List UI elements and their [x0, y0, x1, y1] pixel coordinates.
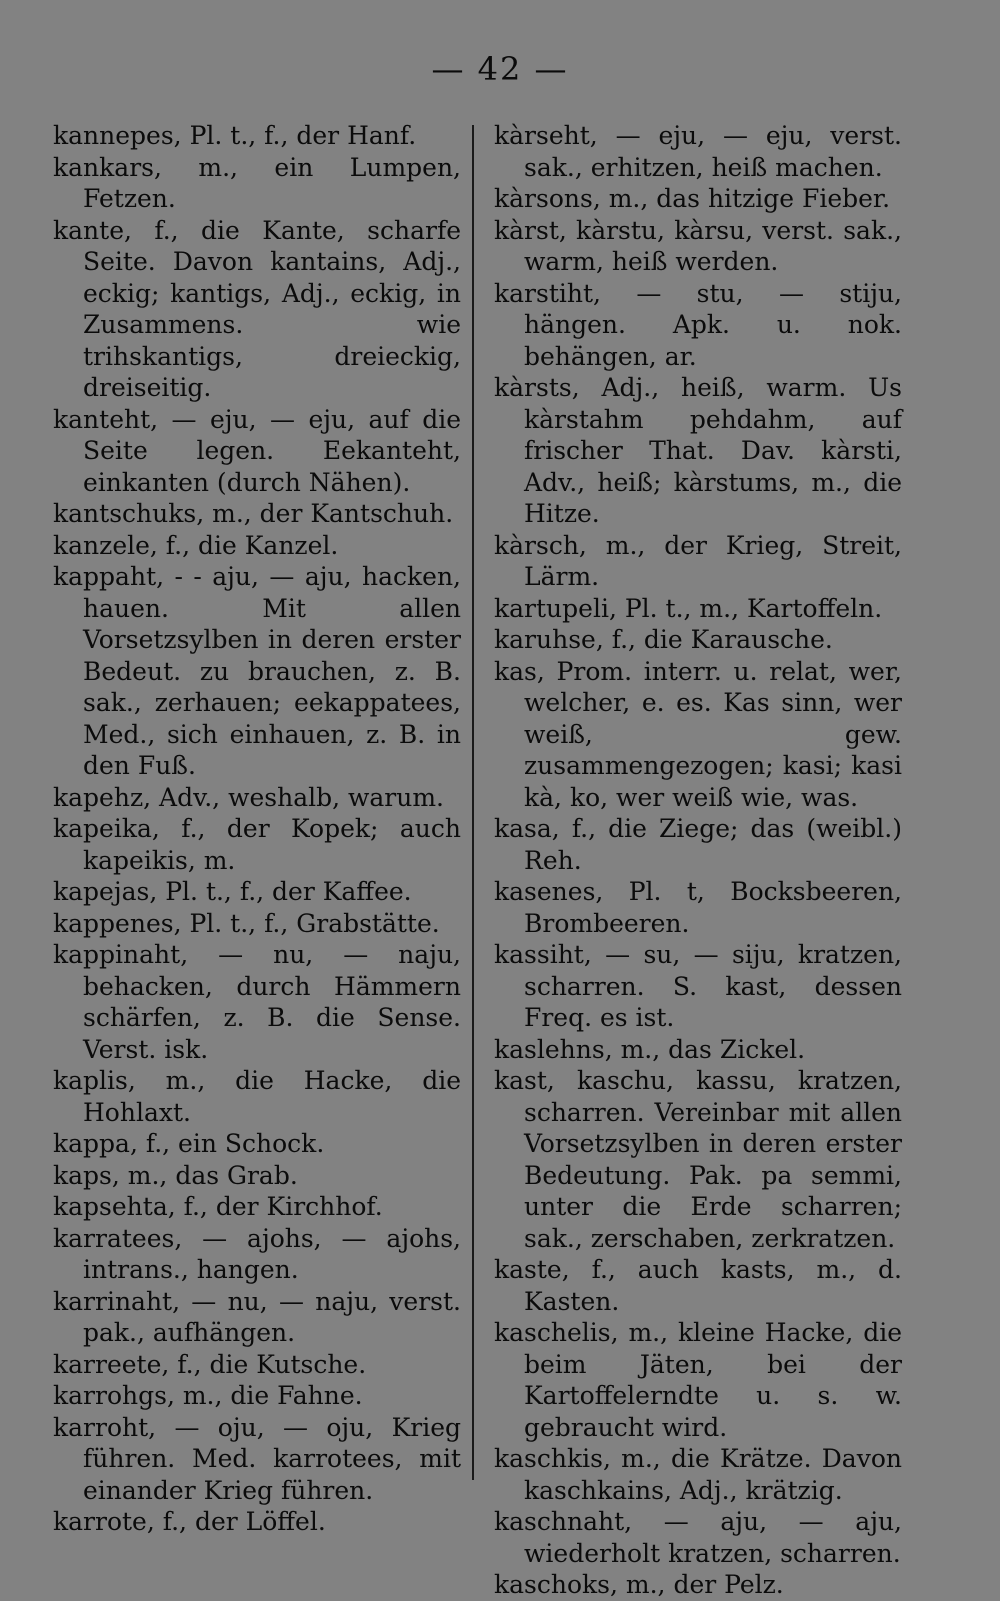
dictionary-entry: kasa, f., die Ziege; das (weibl.) Reh. [494, 814, 902, 875]
dictionary-entry: kantschuks, m., der Kantschuh. [53, 499, 454, 528]
dictionary-entry: kàrsch, m., der Krieg, Streit, Lärm. [494, 530, 902, 591]
dictionary-entry: kankars, m., ein Lumpen, Fetzen. [53, 152, 461, 213]
dictionary-entry: kappa, f., ein Schock. [53, 1129, 325, 1158]
dictionary-entry: kàrseht, — eju, — eju, verst. sak., erhitzen, heiß machen. [494, 121, 902, 182]
dictionary-entry: karrote, f., der Löffel. [53, 1507, 326, 1536]
dictionary-entry: kapejas, Pl. t., f., der Kaffee. [53, 877, 412, 906]
dictionary-entry: kanzele, f., die Kanzel. [53, 530, 339, 560]
dictionary-entry: kaschelis, m., kleine Hacke, die beim Jäten, bei der Kartoffelerndte u. s. w. gebraucht wird. [494, 1318, 902, 1442]
dictionary-entry: kaschkis, m., die Krätze. Davon kaschkains, Adj., krätzig. [494, 1444, 902, 1505]
dictionary-entry: kapeika, f., der Kopek; auch kapeikis, m. [53, 814, 461, 875]
dictionary-entry: kaschoks, m., der Pelz. [494, 1570, 784, 1599]
page-number: — 42 — [431, 50, 569, 88]
dictionary-entry: kannepes, Pl. t., f., der Hanf. [53, 121, 417, 150]
dictionary-entry: kaschnaht, — aju, — aju, wiederholt kratzen, scharren. [494, 1507, 902, 1568]
dictionary-entry: kartupeli, Pl. t., m., Kartoffeln. [494, 593, 883, 623]
dictionary-entry: karrinaht, — nu, — naju, verst. pak., aufhängen. [53, 1286, 461, 1347]
dictionary-entry: kapsehta, f., der Kirchhof. [53, 1192, 383, 1221]
left-column [53, 120, 461, 1538]
dictionary-entry: kapehz, Adv., weshalb, warum. [53, 782, 445, 812]
dictionary-entry: kasenes, Pl. t, Bocksbeeren, Brombeeren. [494, 877, 902, 938]
dictionary-entry: kappinaht, — nu, — naju, behacken, durch Hämmern schärfen, z. B. die Sense. Verst. isk. [53, 940, 461, 1064]
dictionary-entry: kappenes, Pl. t., f., Grabstätte. [53, 908, 440, 938]
dictionary-entry: kaste, f., auch kasts, m., d. Kasten. [494, 1255, 902, 1316]
right-column [494, 120, 902, 1601]
dictionary-entry: kàrst, kàrstu, kàrsu, verst. sak., warm, heiß werden. [494, 215, 902, 276]
dictionary-entry: karuhse, f., die Karausche. [494, 625, 833, 654]
dictionary-entry: kas, Prom. interr. u. relat, wer, welcher, e. es. Kas sinn, wer weiß, gew. zusammengezogen; kasi; kasi kà, ko, wer weiß wie, was. [494, 656, 902, 812]
dictionary-entry: kast, kaschu, kassu, kratzen, scharren. Vereinbar mit allen Vorsetzsylben in deren erster Bedeutung. Pak. pa semmi, unter die Erde scharren; sak., zerschaben, zerkratzen. [494, 1066, 902, 1253]
dictionary-entry: karroht, — oju, — oju, Krieg führen. Med. karrotees, mit einander Krieg führen. [53, 1412, 461, 1505]
dictionary-entry: karrohgs, m., die Fahne. [53, 1381, 363, 1410]
column-divider [472, 125, 474, 1480]
dictionary-entry: kaps, m., das Grab. [53, 1160, 298, 1190]
dictionary-entry: kappaht, - - aju, — aju, hacken, hauen. Mit allen Vorsetzsylben in deren erster Bedeut. zu brauchen, z. B. sak., zerhauen; eekappatees, Med., sich einhauen, z. B. in den Fuß. [53, 562, 461, 780]
dictionary-entry: kaplis, m., die Hacke, die Hohlaxt. [53, 1066, 461, 1127]
dictionary-entry: karratees, — ajohs, — ajohs, intrans., hangen. [53, 1223, 461, 1284]
dictionary-entry: karstiht, — stu, — stiju, hängen. Apk. u. nok. behängen, ar. [494, 278, 902, 371]
dictionary-entry: kanteht, — eju, — eju, auf die Seite legen. Eekanteht, einkanten (durch Nähen). [53, 404, 461, 497]
dictionary-entry: kàrsts, Adj., heiß, warm. Us kàrstahm pehdahm, auf frischer That. Dav. kàrsti, Adv., heiß; kàrstums, m., die Hitze. [494, 373, 902, 528]
dictionary-entry: karreete, f., die Kutsche. [53, 1349, 367, 1379]
dictionary-entry: kante, f., die Kante, scharfe Seite. Davon kantains, Adj., eckig; kantigs, Adj., eckig, in Zusammens. wie trihskantigs, dreieckig, dreiseitig. [53, 215, 461, 402]
dictionary-entry: kàrsons, m., das hitzige Fieber. [494, 184, 891, 213]
dictionary-entry: kaslehns, m., das Zickel. [494, 1034, 806, 1064]
dictionary-entry: kassiht, — su, — siju, kratzen, scharren. S. kast, dessen Freq. es ist. [494, 940, 902, 1032]
